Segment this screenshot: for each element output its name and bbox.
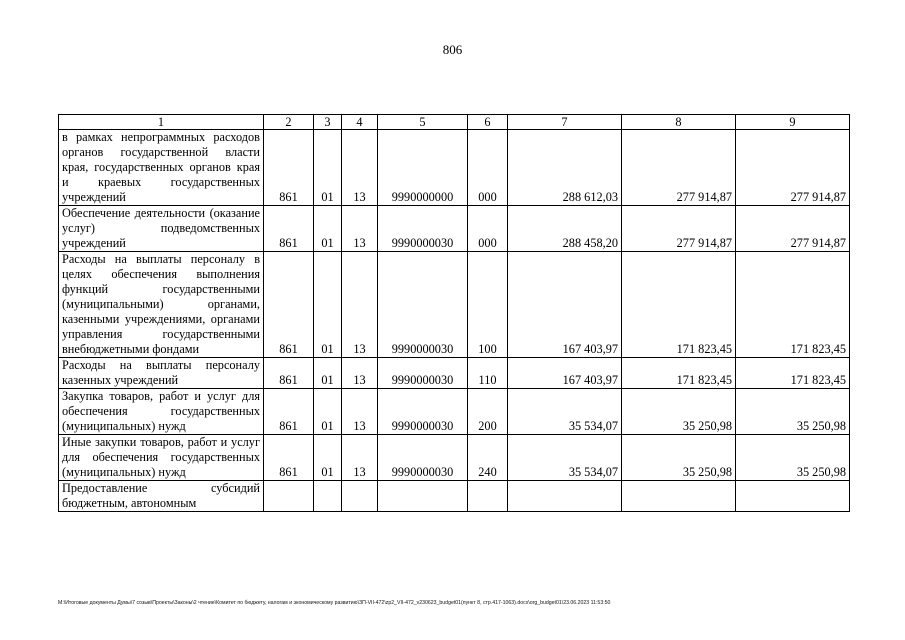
header-cell-2: 2 — [264, 115, 314, 130]
row-description: Расходы на выплаты персоналу в целях обеспечения выполнения функций государственными (муниципальными) органами, казенными учреждениями, органами управления государственными внебюджетными фондами — [59, 252, 264, 358]
cell-section: 01 — [314, 206, 342, 252]
cell-subsection: 13 — [342, 435, 378, 481]
cell-amount-9 — [736, 481, 850, 512]
cell-expense-type: 100 — [468, 252, 508, 358]
header-cell-6: 6 — [468, 115, 508, 130]
header-cell-8: 8 — [622, 115, 736, 130]
row-description: в рамках непрограммных расходов органов государственной власти края, государственных органов края и краевых государственных учреждений — [59, 130, 264, 206]
cell-section: 01 — [314, 435, 342, 481]
table-row — [59, 206, 850, 252]
header-cell-7: 7 — [508, 115, 622, 130]
cell-amount-7 — [508, 481, 622, 512]
cell-amount-9: 171 823,45 — [736, 252, 850, 358]
cell-amount-9: 277 914,87 — [736, 130, 850, 206]
cell-subsection: 13 — [342, 130, 378, 206]
cell-target-article — [378, 481, 468, 512]
cell-ministry: 861 — [264, 389, 314, 435]
cell-amount-7: 288 458,20 — [508, 206, 622, 252]
cell-target-article: 9990000030 — [378, 389, 468, 435]
cell-subsection: 13 — [342, 252, 378, 358]
header-cell-4: 4 — [342, 115, 378, 130]
cell-subsection: 13 — [342, 358, 378, 389]
cell-ministry: 861 — [264, 358, 314, 389]
cell-ministry: 861 — [264, 206, 314, 252]
row-description: Предоставление субсидий бюджетным, автономным — [59, 481, 264, 512]
table-row — [59, 435, 850, 481]
cell-amount-9: 171 823,45 — [736, 358, 850, 389]
table-row — [59, 481, 850, 512]
table-row — [59, 252, 850, 358]
cell-amount-8: 171 823,45 — [622, 358, 736, 389]
cell-section: 01 — [314, 358, 342, 389]
cell-amount-7: 167 403,97 — [508, 252, 622, 358]
cell-amount-7: 167 403,97 — [508, 358, 622, 389]
cell-ministry — [264, 481, 314, 512]
header-cell-1: 1 — [59, 115, 264, 130]
cell-subsection: 13 — [342, 206, 378, 252]
cell-expense-type: 240 — [468, 435, 508, 481]
cell-amount-8: 35 250,98 — [622, 435, 736, 481]
cell-amount-8: 35 250,98 — [622, 389, 736, 435]
cell-section: 01 — [314, 252, 342, 358]
cell-target-article: 9990000030 — [378, 358, 468, 389]
table-row — [59, 389, 850, 435]
budget-table — [58, 114, 850, 512]
row-description: Расходы на выплаты персоналу казенных учреждений — [59, 358, 264, 389]
cell-amount-9: 35 250,98 — [736, 435, 850, 481]
header-cell-5: 5 — [378, 115, 468, 130]
cell-amount-8: 171 823,45 — [622, 252, 736, 358]
cell-amount-7: 35 534,07 — [508, 389, 622, 435]
page-number: 806 — [442, 42, 463, 57]
cell-expense-type: 200 — [468, 389, 508, 435]
cell-amount-7: 35 534,07 — [508, 435, 622, 481]
header-row — [59, 115, 850, 130]
header-cell-9: 9 — [736, 115, 850, 130]
cell-ministry: 861 — [264, 435, 314, 481]
row-description: Иные закупки товаров, работ и услуг для обеспечения государственных (муниципальных) нужд — [59, 435, 264, 481]
cell-section: 01 — [314, 130, 342, 206]
cell-target-article: 9990000030 — [378, 252, 468, 358]
cell-target-article: 9990000000 — [378, 130, 468, 206]
cell-amount-9: 35 250,98 — [736, 389, 850, 435]
footer-file-path: M:\Итоговые документы Думы\7 созыв\Проекты\Законы\2 чтение\Комитет по бюджету, налогам и экономическому развитию\ЗП-VII-472\zp2_VII-472_v230623_budget01(пункт 8, стр.417-1063).docx\org_budget01\23.06.2023 11:53:50 — [58, 600, 611, 606]
table-row — [59, 130, 850, 206]
cell-expense-type — [468, 481, 508, 512]
cell-ministry: 861 — [264, 130, 314, 206]
cell-amount-9: 277 914,87 — [736, 206, 850, 252]
cell-ministry: 861 — [264, 252, 314, 358]
cell-section: 01 — [314, 389, 342, 435]
row-description: Обеспечение деятельности (оказание услуг) подведомственных учреждений — [59, 206, 264, 252]
cell-target-article: 9990000030 — [378, 206, 468, 252]
cell-amount-8: 277 914,87 — [622, 130, 736, 206]
cell-section — [314, 481, 342, 512]
cell-subsection — [342, 481, 378, 512]
cell-amount-7: 288 612,03 — [508, 130, 622, 206]
cell-subsection: 13 — [342, 389, 378, 435]
header-cell-3: 3 — [314, 115, 342, 130]
cell-amount-8: 277 914,87 — [622, 206, 736, 252]
row-description: Закупка товаров, работ и услуг для обеспечения государственных (муниципальных) нужд — [59, 389, 264, 435]
table-row — [59, 358, 850, 389]
cell-expense-type: 000 — [468, 206, 508, 252]
cell-expense-type: 000 — [468, 130, 508, 206]
cell-expense-type: 110 — [468, 358, 508, 389]
cell-amount-8 — [622, 481, 736, 512]
cell-target-article: 9990000030 — [378, 435, 468, 481]
